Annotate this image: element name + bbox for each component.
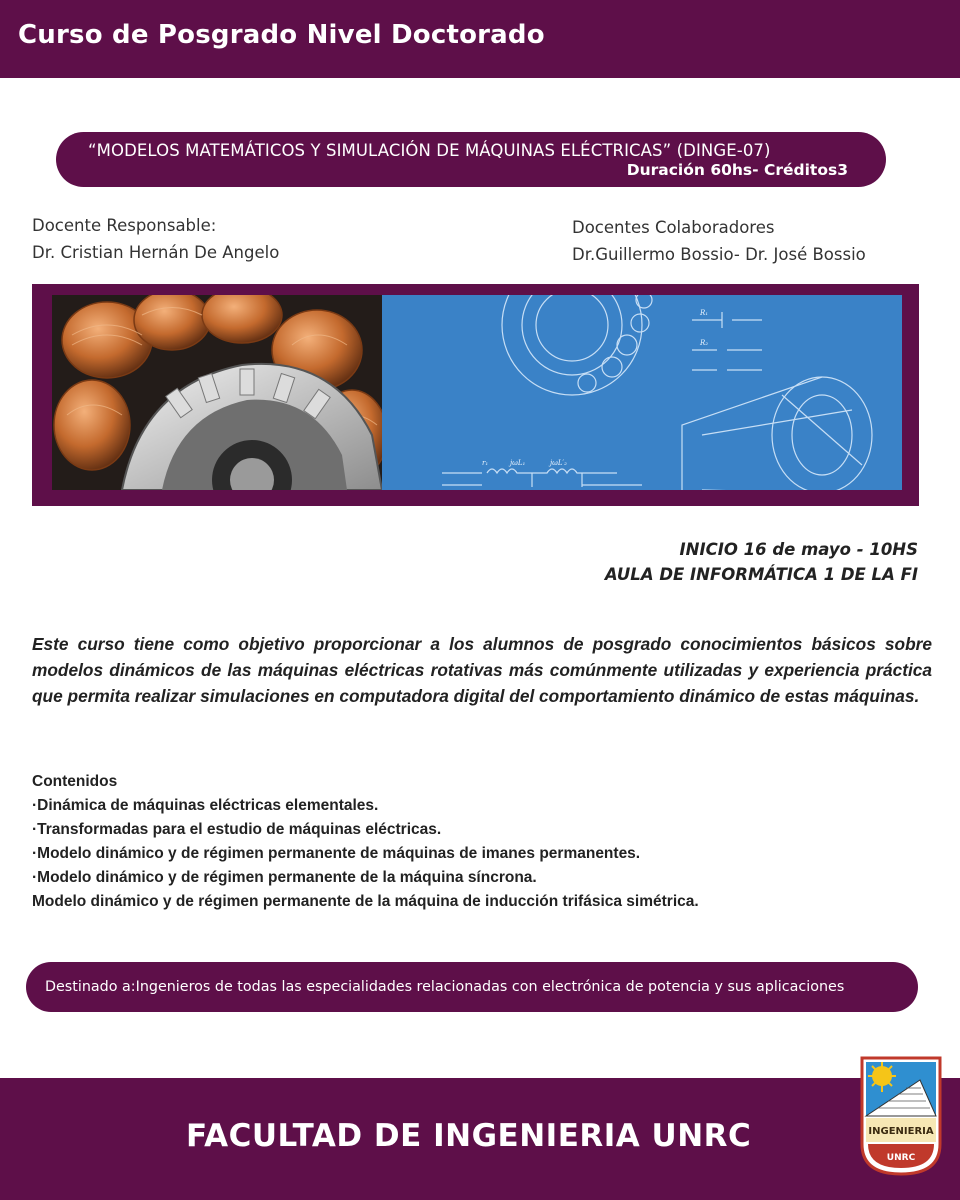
- footer-bar: [0, 1078, 960, 1200]
- collaborators-names: Dr.Guillermo Bossio- Dr. José Bossio: [572, 245, 866, 264]
- faculty-logo: [860, 1056, 942, 1176]
- responsible-name: Dr. Cristian Hernán De Angelo: [32, 243, 280, 262]
- schedule-info: [605, 537, 918, 587]
- svg-text:R₁: R₁: [700, 309, 709, 317]
- svg-text:jωL′₂: jωL′₂: [550, 459, 567, 467]
- course-name: “MODELOS MATEMÁTICOS Y SIMULACIÓN DE MÁQUINAS ELÉCTRICAS” (DINGE-07): [88, 141, 771, 160]
- contents-item: ·Modelo dinámico y de régimen permanente de máquinas de imanes permanentes.: [32, 845, 641, 862]
- motor-stator-photo: [52, 295, 382, 490]
- contents-item: Modelo dinámico y de régimen permanente de la máquina de inducción trifásica simétrica.: [32, 893, 699, 910]
- blueprint-diagram: [382, 295, 902, 490]
- contents-item: ·Modelo dinámico y de régimen permanente de la máquina síncrona.: [32, 869, 537, 886]
- svg-text:R₂: R₂: [700, 339, 709, 347]
- svg-text:jωL₁: jωL₁: [510, 459, 526, 467]
- classroom: AULA DE INFORMÁTICA 1 DE LA FI: [604, 565, 918, 584]
- faculty-name: FACULTAD DE INGENIERIA UNRC: [186, 1118, 752, 1154]
- logo-bottom-text: UNRC: [886, 1153, 916, 1163]
- responsible-teacher: [32, 212, 279, 266]
- banner-image: [32, 284, 919, 506]
- collaborators-label: Docentes Colaboradores: [572, 218, 775, 237]
- start-date: INICIO 16 de mayo - 10HS: [679, 540, 918, 559]
- collaborating-teachers: [572, 214, 866, 268]
- target-audience-pill: Destinado a:Ingenieros de todas las especialidades relacionadas con electrónica de potencia y sus aplicaciones: [26, 962, 918, 1012]
- contents-title: Contenidos: [32, 773, 118, 790]
- responsible-label: Docente Responsable:: [32, 216, 217, 235]
- svg-text:r₁: r₁: [482, 459, 489, 467]
- course-description: Este curso tiene como objetivo proporcionar a los alumnos de posgrado conocimientos básicos sobre modelos dinámicos de las máquinas eléctricas rotativas más comúnmente utilizadas y experiencia práctica que permita realizar simulaciones en computadora digital del comportamiento dinámico de estas máquinas.: [32, 634, 932, 706]
- contents-item: ·Transformadas para el estudio de máquinas eléctricas.: [32, 821, 442, 838]
- contents-item: ·Dinámica de máquinas eléctricas elementales.: [32, 797, 379, 814]
- course-duration-credits: Duración 60hs- Créditos3: [626, 161, 848, 179]
- header-title: Curso de Posgrado Nivel Doctorado: [18, 20, 545, 50]
- contents-section: [32, 770, 699, 914]
- header-bar: [0, 0, 960, 78]
- logo-top-text: INGENIERIA: [868, 1126, 934, 1137]
- course-title-pill: [56, 132, 886, 187]
